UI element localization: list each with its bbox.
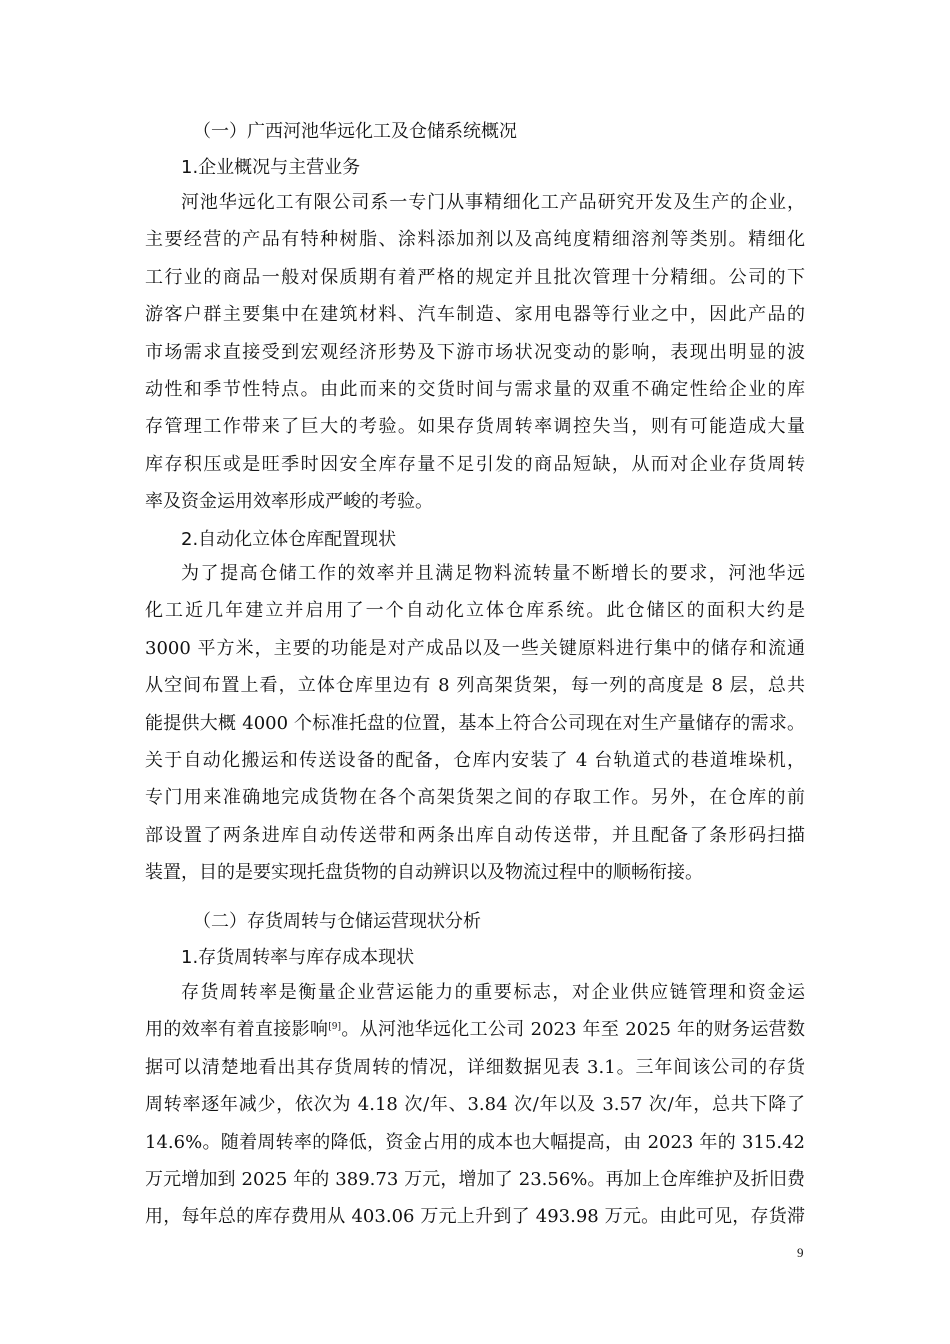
- paragraph-line: 万元增加到 2025 年的 389.73 万元，增加了 23.56%。再加上仓库维护及折旧费: [145, 1168, 805, 1190]
- paragraph-warehouse-config: [145, 555, 805, 892]
- paragraph-line: 用，每年总的库存费用从 403.06 万元上升到了 493.98 万元。由此可见，存货滞: [145, 1206, 805, 1228]
- paragraph-line: 能提供大概 4000 个标准托盘的位置，基本上符合公司现在对生产量储存的需求。: [145, 712, 805, 734]
- paragraph-line: 存管理工作带来了巨大的考验。如果存货周转率调控失当，则有可能造成大量: [145, 416, 805, 438]
- section-heading-2: （二）存货周转与仓储运营现状分析: [193, 911, 481, 932]
- paragraph-line: [145, 1011, 805, 1048]
- citation-marker[interactable]: [9]: [328, 1022, 342, 1033]
- section-heading-1: （一）广西河池华远化工及仓储系统概况: [193, 121, 517, 142]
- paragraph-company-overview: [145, 184, 805, 521]
- paragraph-line: 化工近几年建立并启用了一个自动化立体仓库系统。此仓储区的面积大约是: [145, 600, 805, 622]
- paragraph-line: 装置，目的是要实现托盘货物的自动辨识以及物流过程中的顺畅衔接。: [145, 862, 703, 884]
- subsection-heading-2-1: 1.存货周转率与库存成本现状: [181, 947, 415, 968]
- paragraph-line: 工行业的商品一般对保质期有着严格的规定并且批次管理十分精细。公司的下: [145, 266, 805, 288]
- line-text: 。从河池华远化工公司 2023 年至 2025 年的财务运营数: [341, 1019, 805, 1041]
- paragraph-line: 河池华远化工有限公司系一专门从事精细化工产品研究开发及生产的企业，: [181, 192, 805, 213]
- paragraph-line: 库存积压或是旺季时因安全库存量不足引发的商品短缺，从而对企业存货周转: [145, 453, 805, 475]
- paragraph-line: 从空间布置上看，立体仓库里边有 8 列高架货架，每一列的高度是 8 层，总共: [145, 675, 805, 697]
- page-number: 9: [797, 1245, 804, 1260]
- paragraph-line: 3000 平方米，主要的功能是对产成品以及一些关键原料进行集中的储存和流通: [145, 637, 805, 659]
- line-text: 用的效率有着直接影响: [145, 1019, 329, 1041]
- paragraph-line: 游客户群主要集中在建筑材料、汽车制造、家用电器等行业之中，因此产品的: [145, 304, 805, 326]
- paragraph-line: 存货周转率是衡量企业营运能力的重要标志，对企业供应链管理和资金运: [181, 982, 805, 1003]
- paragraph-line: 率及资金运用效率形成严峻的考验。: [145, 491, 433, 513]
- paragraph-line: 市场需求直接受到宏观经济形势及下游市场状况变动的影响，表现出明显的波: [145, 341, 805, 363]
- paragraph-line: 关于自动化搬运和传送设备的配备，仓库内安装了 4 台轨道式的巷道堆垛机，: [145, 749, 805, 771]
- paragraph-line: 据可以清楚地看出其存货周转的情况，详细数据见表 3.1。三年间该公司的存货: [145, 1056, 805, 1078]
- paragraph-line: 14.6%。随着周转率的降低，资金占用的成本也大幅提高，由 2023 年的 315.42: [145, 1131, 805, 1153]
- paragraph-line: 部设置了两条进库自动传送带和两条出库自动传送带，并且配备了条形码扫描: [145, 824, 805, 846]
- paragraph-inventory-turnover: [145, 974, 805, 1236]
- paragraph-line: 动性和季节性特点。由此而来的交货时间与需求量的双重不确定性给企业的库: [145, 378, 805, 400]
- subsection-heading-1-2: 2.自动化立体仓库配置现状: [181, 529, 397, 550]
- paragraph-line: 主要经营的产品有特种树脂、涂料添加剂以及高纯度精细溶剂等类别。精细化: [145, 229, 805, 251]
- paragraph-line: 为了提高仓储工作的效率并且满足物料流转量不断增长的要求，河池华远: [181, 563, 805, 584]
- paragraph-line: 专门用来准确地完成货物在各个高架货架之间的存取工作。另外，在仓库的前: [145, 787, 805, 809]
- subsection-heading-1-1: 1.企业概况与主营业务: [181, 157, 361, 178]
- paragraph-line: 周转率逐年减少，依次为 4.18 次/年、3.84 次/年以及 3.57 次/年，总共下降了: [145, 1094, 805, 1116]
